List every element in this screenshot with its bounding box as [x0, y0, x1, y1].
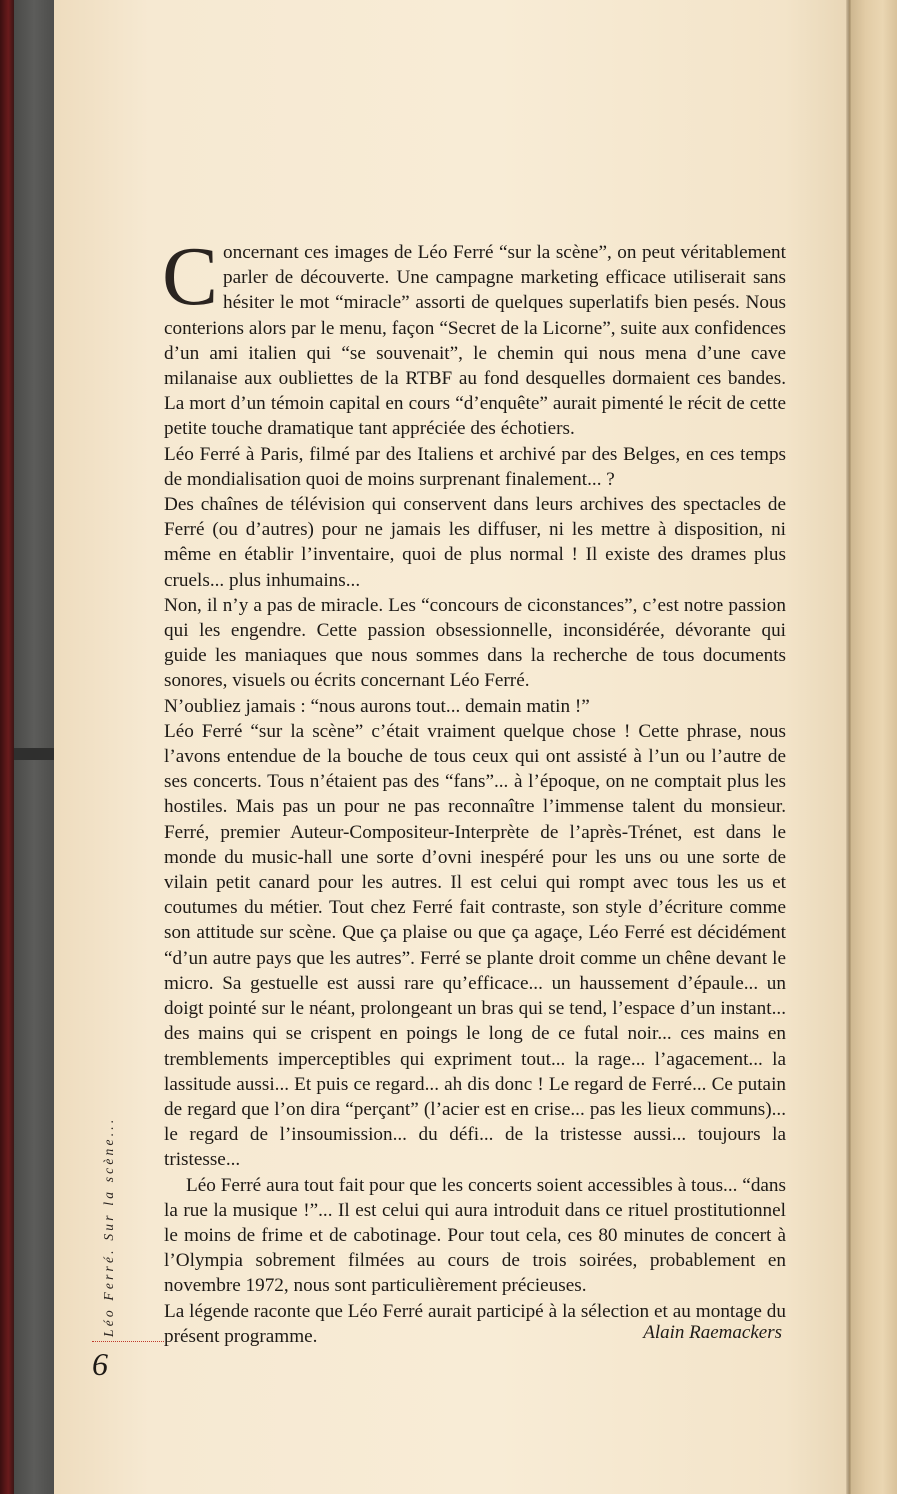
page-number: 6: [92, 1346, 108, 1382]
article-body: [162, 230, 786, 1349]
paragraph-5: N’oubliez jamais : “nous aurons tout... demain matin !”: [164, 695, 590, 717]
paragraph-3: Des chaînes de télévision qui conservent dans leurs archives des spectacles de Ferré (ou d’autres) pour ne jamais les diffuser, ni les mettre à disposition, ni même en établir l’inventaire, quoi de plus normal ! Il existe des drames plus cruels... plus inhumains...: [164, 494, 786, 591]
footer-rule: [92, 1341, 164, 1342]
book-spine-gray: [14, 0, 54, 1494]
paragraph-6: Léo Ferré “sur la scène” c’était vraiment quelque chose ! Cette phrase, nous l’avons entendue de la bouche de tous ceux qui ont assisté à l’un ou l’autre de ses concerts. Tous n’étaient pas des “fans”... à l’époque, on ne comptait plus les hostiles. Mais pas un pour ne pas reconnaître l’immense talent du monsieur. Ferré, premier Auteur-Compositeur-Interprète de l’après-Trénet, est dans le monde du music-hall une sorte d’ovni inespéré pour les uns ou une sorte de vilain petit canard pour les autres. Il est celui qui rompt avec tous les us et coutumes du métier. Tout chez Ferré fait contraste, son style d’écriture comme son attitude sur scène. Que ça plaise ou que ça agaçe, Léo Ferré est décidément “d’un autre pays que les autres”. Ferré se plante droit comme un chêne devant le micro. Sa gestuelle est aussi rare qu’efficace... un haussement d’épaule... un doigt pointé sur le néant, prolongeant un bras qui se tend, l’espace d’un instant... des mains qui se crispent en poings le long de ce futal noir... ces mains en tremblements imperceptibles qui expriment tout... la rage... l’agacement... la lassitude aussi... Et puis ce regard... ah dis donc ! Le regard de Ferré... Ce putain de regard que l’on dira “perçant” (l’acier est en crise... pas les lieux communs)... le regard de l’insoumission... du défi... de la tristesse aussi... toujours la tristesse...: [164, 720, 786, 1171]
next-page-edge: [849, 0, 897, 1494]
paragraph-7: Léo Ferré aura tout fait pour que les concerts soient accessibles à tous... “dans la rue la musique !”... Il est celui qui aura introduit dans ce rituel prostitutionnel le moins de frime et de cabotinage. Pour tout cela, ces 80 minutes de concert à l’Olympia sobrement filmées au cours de trois soirées, probablement en novembre 1972, nous sont particulièrement précieuses.: [164, 1174, 786, 1297]
paragraph-8: La légende raconte que Léo Ferré aurait participé à la sélection et au montage du présent programme.: [164, 1300, 786, 1347]
book-spine-red: [0, 0, 14, 1494]
paragraph-1-text: oncernant ces images de Léo Ferré “sur la scène”, on peut véritablement parler de découverte. Une campagne marketing efficace utiliserait sans hésiter le mot “miracle” assorti de quelques superlatifs bien pesés. Nous conterions alors par le menu, façon “Secret de la Licorne”, suite aux confidences d’un ami italien qui “se souvenait”, le chemin qui nous mena d’une cave milanaise aux oubliettes de la RTBF au fond desquelles dormaient ces bandes. La mort d’un témoin capital en cours “d’enquête” aurait pimenté le récit de cette petite touche dramatique tant appréciée des échotiers.: [164, 242, 786, 440]
page-fold: [846, 0, 851, 1494]
paragraph-2: Léo Ferré à Paris, filmé par des Italiens et archivé par des Belges, en ces temps de mondialisation quoi de moins surprenant finalement... ?: [164, 443, 786, 490]
paragraph-1: [162, 230, 786, 442]
running-head: Léo Ferré. Sur la scène...: [101, 1116, 116, 1337]
drop-cap: C: [162, 230, 219, 323]
paragraph-4: Non, il n’y a pas de miracle. Les “concours de ciconstances”, c’est notre passion qui les engendre. Cette passion obsessionnelle, inconsidérée, dévorante qui guide les maniaques que nous sommes dans la recherche de tous documents sonores, visuels ou écrits concernant Léo Ferré.: [164, 594, 786, 692]
author-signature: Alain Raemackers: [643, 1322, 782, 1343]
spine-gap: [14, 748, 54, 760]
